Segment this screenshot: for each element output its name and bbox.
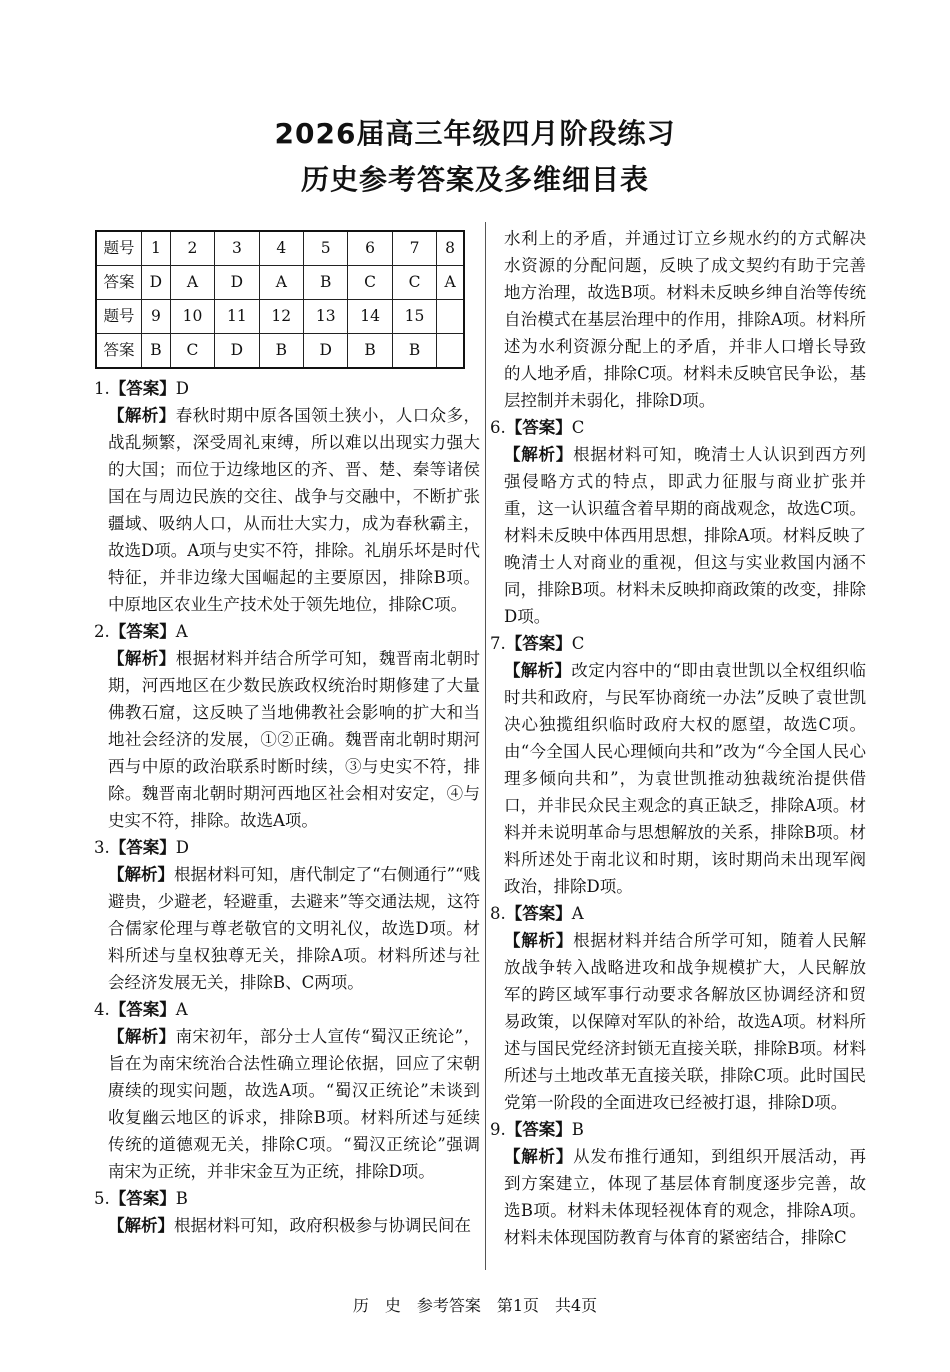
answer-tag: 【答案】: [109, 622, 176, 641]
answer-table-cell: 5: [304, 231, 348, 266]
analysis-tag: 【解析】: [504, 1147, 574, 1166]
analysis-tag: 【解析】: [108, 649, 176, 668]
answer-table-row: [96, 334, 464, 369]
answer-table-cell: A: [259, 266, 303, 300]
question-number: 3.: [94, 838, 110, 857]
answer-tag: 【答案】: [505, 634, 572, 653]
answer-table-row: [96, 300, 464, 334]
question-4: [92, 996, 480, 1185]
answer-tag: 【答案】: [505, 1120, 572, 1139]
answer-table-cell: B: [348, 334, 392, 369]
answer-table-row-label: 答案: [96, 334, 142, 369]
answer-value: B: [571, 1120, 584, 1139]
answer-table-cell: 8: [437, 231, 464, 266]
analysis-text: 改定内容中的“即由袁世凯以全权组织临时共和政府，与民军协商统一办法”反映了袁世凯决心独揽组织临时政府大权的愿望，故选C项。由“今全国人民心理倾向共和”改为“今全国人民心理多倾向共和”，为袁世凯推动独裁统治提供借口，并非民众民主观念的真正缺乏，排除A项。材料并未说明革命与思想解放的关系，排除B项。材料所述处于南北议和时期，该时期尚未出现军阀政治，排除D项。: [504, 661, 867, 896]
right-column: [488, 225, 866, 1251]
question-number: 9.: [490, 1120, 506, 1139]
analysis-tag: 【解析】: [108, 1027, 176, 1046]
answer-table-cell: 14: [348, 300, 392, 334]
answer-table-cell: B: [392, 334, 436, 369]
answer-tag: 【答案】: [109, 1189, 176, 1208]
answer-tag: 【答案】: [109, 1000, 176, 1019]
answer-value: A: [175, 1000, 188, 1019]
answer-value: C: [571, 634, 585, 653]
answer-table-cell: A: [437, 266, 464, 300]
answer-table-cell: D: [142, 266, 171, 300]
question-number: 6.: [490, 418, 506, 437]
answer-table-cell: A: [170, 266, 214, 300]
answer-table-cell: 1: [142, 231, 171, 266]
left-column: [92, 230, 480, 1239]
question-number: 7.: [490, 634, 506, 653]
answer-tag: 【答案】: [109, 379, 176, 398]
answer-table-cell: 9: [142, 300, 171, 334]
analysis-text: 根据材料可知，唐代制定了“右侧通行”“贱避贵，少避老，轻避重，去避来”等交通法规，这符合儒家伦理与尊老敬官的文明礼仪，故选D项。材料所述与皇权独尊无关，排除A项。材料所述与社会经济发展无关，排除B、C两项。: [108, 865, 481, 992]
answer-table-cell: B: [304, 266, 348, 300]
page-footer: 历 史 参考答案 第1页 共4页: [352, 1296, 598, 1315]
question-9: [488, 1116, 866, 1251]
answer-tag: 【答案】: [109, 838, 176, 857]
answer-table-cell: 11: [215, 300, 259, 334]
page-subtitle: 历史参考答案及多维细目表: [300, 163, 649, 196]
answer-value: A: [175, 622, 188, 641]
answer-value: A: [571, 904, 584, 923]
answer-table-cell: B: [259, 334, 303, 369]
answer-table: [95, 230, 465, 369]
answer-table-cell: 12: [259, 300, 303, 334]
answer-table-row: [96, 231, 464, 266]
question-6: [488, 414, 866, 630]
page-title: 2026届高三年级四月阶段练习: [274, 117, 676, 150]
answer-table-cell: D: [304, 334, 348, 369]
analysis-text: 春秋时期中原各国领土狭小，人口众多，战乱频繁，深受周礼束缚，所以难以出现实力强大的大国；而位于边缘地区的齐、晋、楚、秦等诸侯国在与周边民族的交往、战争与交融中，不断扩张疆域、吸纳人口，从而壮大实力，成为春秋霸主，故选D项。A项与史实不符，排除。礼崩乐坏是时代特征，并非边缘大国崛起的主要原因，排除B项。中原地区农业生产技术处于领先地位，排除C项。: [108, 406, 481, 614]
answer-table-cell: 15: [392, 300, 436, 334]
answer-table-cell: B: [142, 334, 171, 369]
question-5: [92, 1185, 480, 1239]
answer-value: C: [571, 418, 585, 437]
answer-table-cell: 2: [170, 231, 214, 266]
answer-table-cell: 7: [392, 231, 436, 266]
answer-table-cell: C: [348, 266, 392, 300]
answer-tag: 【答案】: [505, 904, 572, 923]
question-1: [92, 375, 480, 618]
answer-table-cell: C: [170, 334, 214, 369]
answer-table-row: [96, 266, 464, 300]
analysis-text: 根据材料并结合所学可知，魏晋南北朝时期，河西地区在少数民族政权统治时期修建了大量佛教石窟，这反映了当地佛教社会影响的扩大和当地社会经济的发展，①②正确。魏晋南北朝时期河西与中原的政治联系时断时续，③与史实不符，排除。魏晋南北朝时期河西地区社会相对安定，④与史实不符，排除。故选A项。: [108, 649, 481, 830]
analysis-text: 南宋初年，部分士人宣传“蜀汉正统论”，旨在为南宋统治合法性确立理论依据，回应了宋朝赓续的现实问题，故选A项。“蜀汉正统论”未谈到收复幽云地区的诉求，排除B项。材料所述与延续传统的道德观无关，排除C项。“蜀汉正统论”强调南宋为正统，并非宋金互为正统，排除D项。: [108, 1027, 481, 1181]
analysis-tag: 【解析】: [504, 661, 572, 680]
answer-table-cell: D: [215, 266, 259, 300]
answer-table-row-label: 题号: [96, 300, 142, 334]
answer-table-cell: 13: [304, 300, 348, 334]
analysis-tag: 【解析】: [504, 931, 574, 950]
answer-value: D: [175, 838, 189, 857]
analysis-text: 根据材料并结合所学可知，随着人民解放战争转入战略进攻和战争规模扩大，人民解放军的跨区域军事行动要求各解放区协调经济和贸易政策，以保障对军队的补给，故选A项。材料所述与国民党经济封锁无直接关联，排除B项。材料所述与土地改革无直接关联，排除C项。此时国民党第一阶段的全面进攻已经被打退，排除D项。: [504, 931, 867, 1112]
question-3: [92, 834, 480, 996]
analysis-tag: 【解析】: [108, 865, 175, 884]
answer-table-row-label: 答案: [96, 266, 142, 300]
answer-table-cell: 6: [348, 231, 392, 266]
answer-table-cell: C: [392, 266, 436, 300]
analysis-text: 从发布推行通知，到组织开展活动，再到方案建立，体现了基层体育制度逐步完善，故选B项。材料未体现轻视体育的观念，排除A项。材料未体现国防教育与体育的紧密结合，排除C: [504, 1147, 867, 1247]
analysis-text: 根据材料可知，晚清士人认识到西方列强侵略方式的特点，即武力征服与商业扩张并重，这一认识蕴含着早期的商战观念，故选C项。材料未反映中体西用思想，排除A项。材料反映了晚清士人对商业的重视，但这与实业救国内涵不同，排除B项。材料未反映抑商政策的改变，排除D项。: [504, 445, 867, 626]
answer-tag: 【答案】: [505, 418, 572, 437]
answer-table-cell: 4: [259, 231, 303, 266]
answer-table-cell: D: [215, 334, 259, 369]
answer-table-cell: [437, 334, 464, 369]
question-7: [488, 630, 866, 900]
question-number: 5.: [94, 1189, 110, 1208]
question-2: [92, 618, 480, 834]
analysis-tag: 【解析】: [108, 1216, 174, 1235]
question-number: 4.: [94, 1000, 110, 1019]
question-number: 8.: [490, 904, 506, 923]
question-8: [488, 900, 866, 1116]
answer-value: B: [175, 1189, 188, 1208]
answer-table-cell: [437, 300, 464, 334]
analysis-tag: 【解析】: [504, 445, 574, 464]
answer-table-cell: 10: [170, 300, 214, 334]
question-number: 1.: [94, 379, 110, 398]
column-divider: [485, 222, 486, 1270]
answer-table-cell: 3: [215, 231, 259, 266]
answer-value: D: [175, 379, 189, 398]
answer-table-row-label: 题号: [96, 231, 142, 266]
question-5-continued: [488, 225, 866, 414]
analysis-text: 根据材料可知，政府积极参与协调民间在: [174, 1216, 471, 1235]
question-number: 2.: [94, 622, 110, 641]
analysis-text-continued: 水利上的矛盾，并通过订立乡规水约的方式解决水资源的分配问题，反映了成文契约有助于完善地方治理，故选B项。材料未反映乡绅自治等传统自治模式在基层治理中的作用，排除A项。材料所述为水利资源分配上的矛盾，并非人口增长导致的人地矛盾，排除C项。材料未反映官民争讼，基层控制并未弱化，排除D项。: [504, 229, 866, 410]
analysis-tag: 【解析】: [108, 406, 176, 425]
